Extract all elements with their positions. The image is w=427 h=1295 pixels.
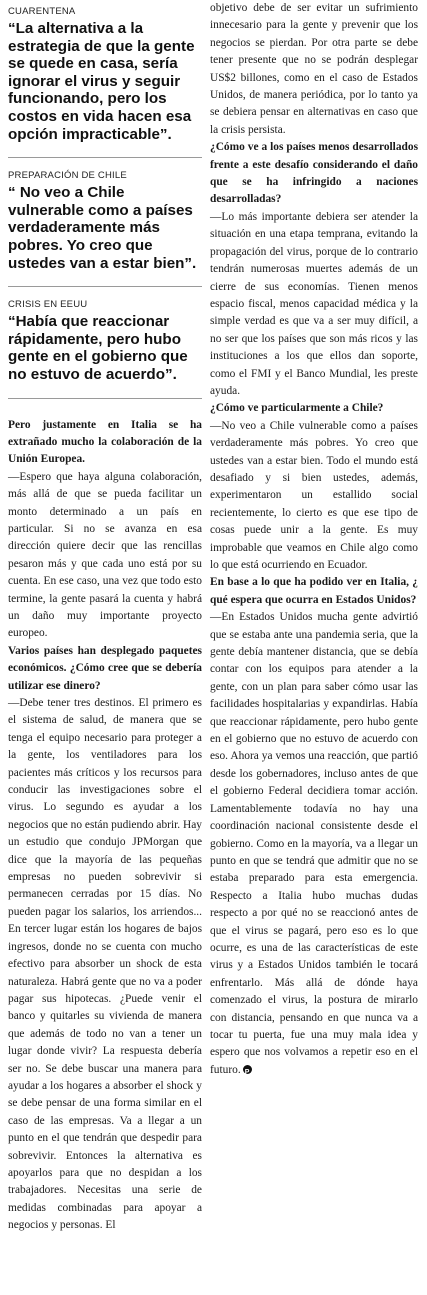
pull-quote-chile <box>8 162 202 286</box>
interview-question: Pero justamente en Italia se ha extrañado mucho la colaboración de la Unión Europea. <box>8 418 202 466</box>
interview-question: ¿Cómo ve a los países menos desarrollados frente a este desafío considerando el daño que se ha infringido a naciones desarrolladas? <box>210 141 418 206</box>
quote-kicker: CRISIS EN EEUU <box>8 299 88 311</box>
right-column <box>210 0 418 1079</box>
divider <box>8 398 202 399</box>
quote-text: “ No veo a Chile vulnerable como a países verdaderamente más pobres. Yo creo que ustedes van a estar bien”. <box>8 184 197 272</box>
interview-question: En base a lo que ha podido ver en Italia, ¿ qué espera que ocurra en Estados Unidos? <box>210 576 418 606</box>
interview-answer: —Espero que haya alguna colaboración, más allá de que se pueda facilitar un monto determinado a un país en particular. Si no se avanza en esa dirección quiere decir que las rencillas pesaron más y que cada uno está por su cuenta. En ese caso, una vez que todo esto termine, la gente pasará la cuenta y habrá un daño muy importante proyecto europeo. <box>8 470 202 640</box>
divider <box>8 286 202 287</box>
final-answer-text: —En Estados Unidos mucha gente advirtió que se estaba ante una pandemia seria, que la gente debía mantener distancia, que se debía contar con los equipos para atender a la gente, con un plan para saber cómo usar las facilidades hospitalarias y expandirlas. Había que reaccionar rápidamente, pero hubo gente en el gobierno que no estuvo de acuerdo con eso. Ahora ya vemos una reacción, que partió desde los gobernadores, incluso antes de que el gobierno Federal decidiera tomar acción. Lamentablemente todavía no hay una coordinación nacional consistente desde el gobierno. Como en la mayoría, va a llegar un punto en que se tendrá que admitir que no se estaba preparado para esta emergencia. Respecto a Italia hubo muchas dudas respecto a por qué no se reaccionó antes de que el virus se pagará, pero eso es lo que ocurre, es una de las características de este virus y a Estados Unidos también le tocará enfrentarlo. Más allá de dónde haya comenzado el virus, la postura de mirarlo con distancia, pensando en que nunca va a tocar tu puerta, fue una muy mala idea y espero que nos volvamos a repetir eso en el futuro. <box>210 611 418 1076</box>
left-column <box>8 0 202 1235</box>
interview-answer: —Debe tener tres destinos. El primero es el sistema de salud, de manera que se tenga el equipo necesario para proteger a la gente, los ventiladores para los pacientes más críticos y los recursos para conducir las investigaciones sobre el virus. Lo segundo es ayudar a los negocios que no están pudiendo abrir. Hay un estudio que condujo JPMorgan que dice que la mayoría de las pequeñas empresas no pueden sobrevivir si permanecen cerradas por 15 días. No pueden pagar los salarios, los arriendos... En tercer lugar están los hogares de bajos ingresos, donde no se cuenta con mucho efectivo para absorber un shock de esta naturaleza. Habrá gente que no va a poder pagar sus hipotecas. ¿Puede venir el banco y quitarles su vivienda de manera que además de todo no van a tener un lugar donde vivir? La respuesta debería ser no. Se debe buscar una manera para ayudar a los hogares a absorber el shock y se debe pensar de una forma similar en el caso de las empresas. Va a llegar a un punto en el que tendrán que despedir para sobrevivir. Entonces la alternativa es apoyarlos para que no despidan a los trabajadores. Necesitas una serie de medidas combinadas para apoyar a negocios y personas. El <box>8 697 202 1232</box>
quote-kicker: CUARENTENA <box>8 6 76 17</box>
pull-quote-eeuu <box>8 291 202 397</box>
divider <box>8 157 202 158</box>
pull-quote-cuarentena <box>8 0 202 157</box>
quote-kicker: PREPARACIÓN DE CHILE <box>8 170 127 182</box>
end-of-article-icon <box>243 1065 252 1074</box>
interview-answer: objetivo debe de ser evitar un sufrimiento innecesario para la gente y prevenir que los negocios se pierdan. Por otra parte se debe tener presente que no se podrán desplegar US$2 billones, como en el caso de Estados Unidos, de manera periódica, por lo tanto ya se debiera pensar en alternativas en caso que la crisis persista. <box>210 2 418 136</box>
quote-text: “Había que reaccionar rápidamente, pero hubo gente en el gobierno que no estuvo de acuerdo”. <box>8 313 188 383</box>
interview-question: ¿Cómo ve particularmente a Chile? <box>210 402 384 415</box>
quote-text: “La alternativa a la estrategia de que la gente se quede en casa, sería ignorar el virus y seguir funcionando, pero los costos en vida hacen esa opción impracticable”. <box>8 20 195 143</box>
pull-quotes <box>8 0 202 399</box>
interview-answer: —Lo más importante debiera ser atender la situación en una etapa temprana, evitando la propagación del virus, porque de lo contrario tendrán numerosas muertes además de un cierre de sus economías. Tienen menos espacio fiscal, menos capacidad médica y la simple verdad es que va a ser muy difícil, a no ser que los países que son más ricos y las instituciones a los que ellos dan soporte, como el FMI y el Banco Mundial, les preste ayuda. <box>210 210 418 397</box>
interview-answer-final <box>210 609 418 1079</box>
interview-question: Varios países han desplegado paquetes económicos. ¿Cómo cree que se debería utilizar ese dinero? <box>8 644 202 692</box>
interview-answer: —No veo a Chile vulnerable como a países verdaderamente más pobres. Yo creo que ustedes van a estar bien. Todo el mundo está desafiado y si bien ustedes, además, experimentaron un estallido social recientemente, lo cierto es que ese tipo de cosas puede unir a la gente. Es muy improbable que veamos en Chile algo como lo que está ocurriendo en Ecuador. <box>210 419 418 571</box>
interview-text-left <box>8 417 202 1235</box>
